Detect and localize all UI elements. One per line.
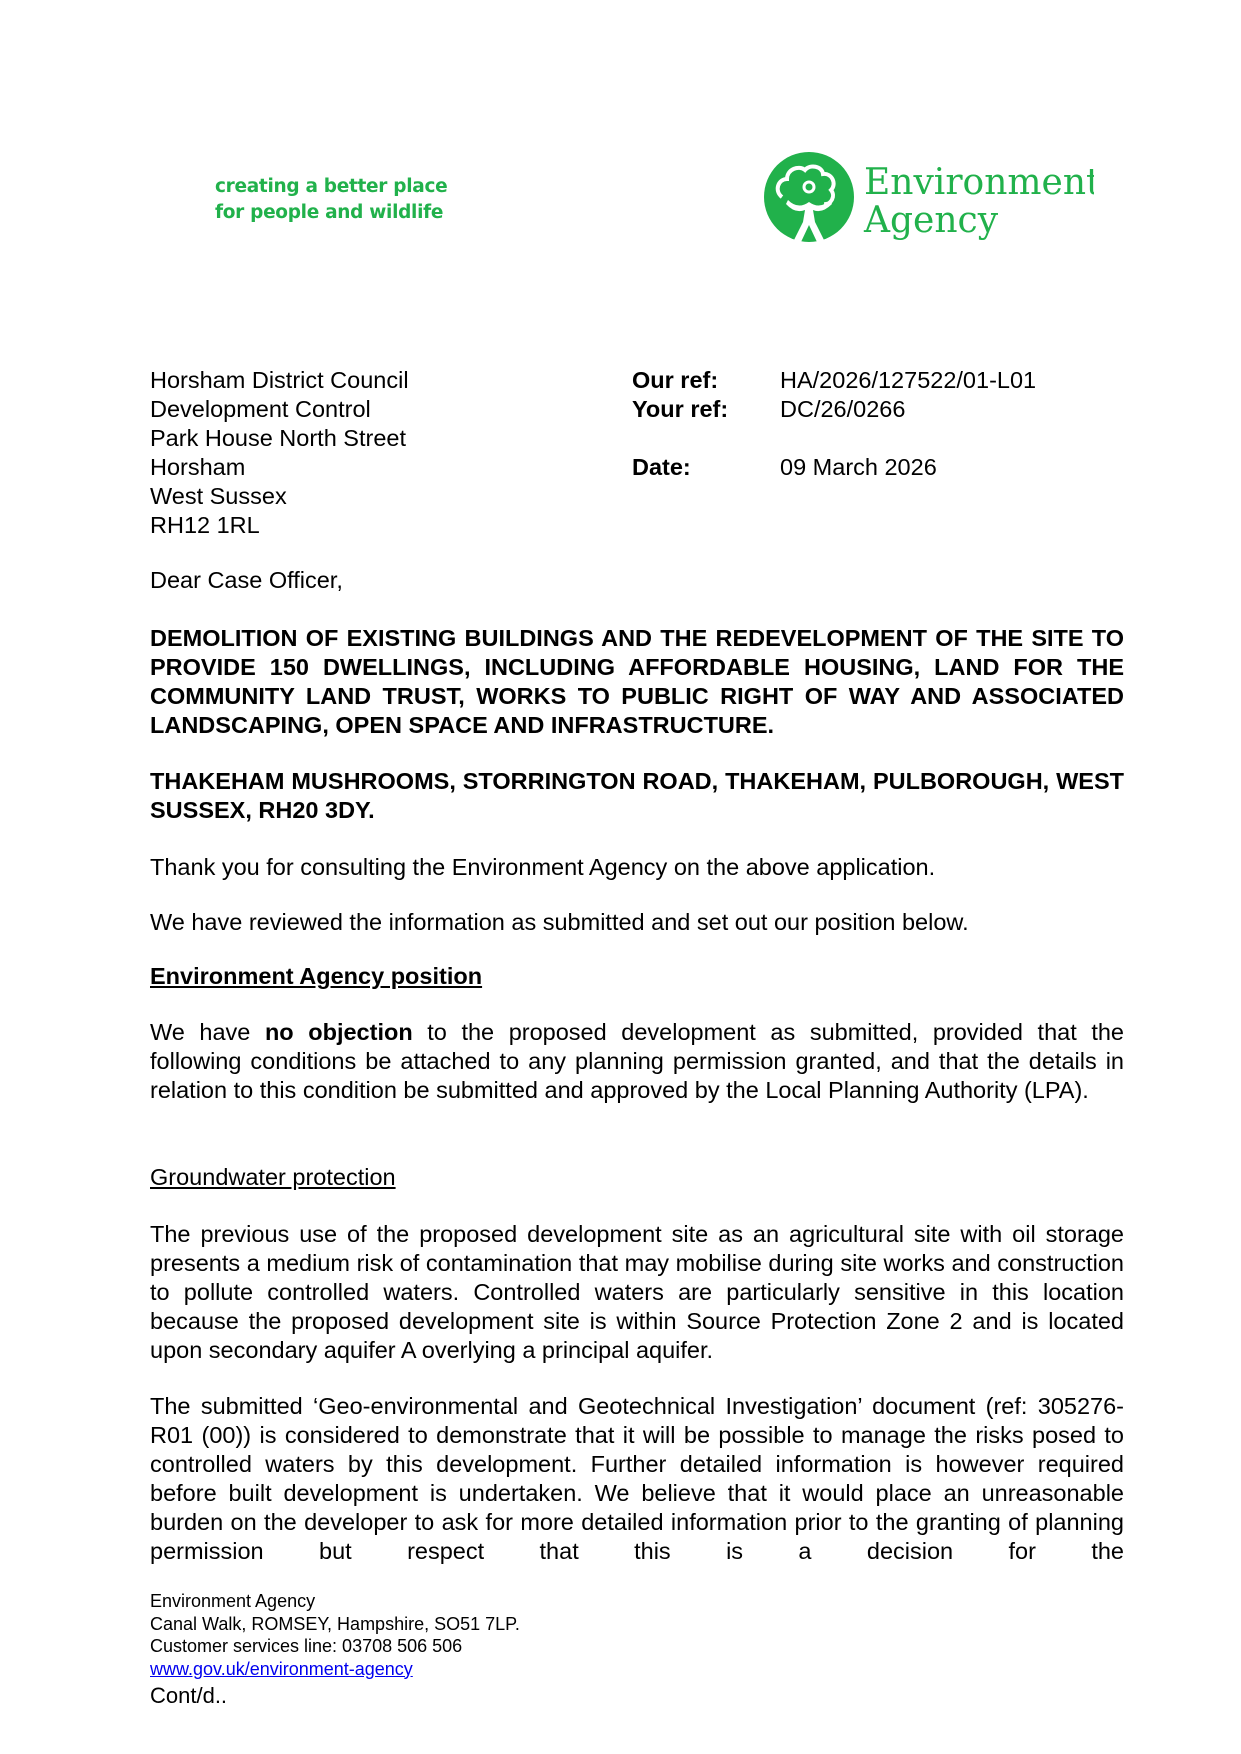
environment-agency-logo — [764, 152, 1094, 252]
address-line: West Sussex — [150, 483, 287, 509]
no-objection-text: no objection — [264, 1019, 413, 1045]
date-label: Date: — [632, 454, 691, 480]
footer — [150, 1590, 520, 1680]
position-heading: Environment Agency position — [150, 963, 483, 989]
groundwater-heading: Groundwater protection — [150, 1164, 396, 1190]
thanks-paragraph: Thank you for consulting the Environment Agency on the above application. — [150, 854, 936, 880]
date-value: 09 March 2026 — [780, 454, 937, 480]
tagline — [215, 174, 447, 226]
text: to the proposed development as submitted, provided that the following conditions be attached to any planning permission granted, and that the details in relation to this condition be submitted and approved by the Local Planning Authority (LPA). — [150, 1019, 1124, 1103]
svg-text:Agency: Agency — [864, 200, 999, 241]
recipient-address — [150, 366, 409, 540]
your-ref-value: DC/26/0266 — [780, 396, 906, 422]
website-link[interactable]: www.gov.uk/environment-agency — [150, 1658, 413, 1679]
reference-block — [632, 366, 1036, 482]
address-line: Development Control — [150, 396, 371, 422]
tagline-line: for people and wildlife — [215, 202, 444, 223]
continued-marker: Cont/d.. — [150, 1683, 228, 1708]
position-paragraph — [150, 1018, 1124, 1105]
text: We have — [150, 1019, 265, 1045]
reviewed-paragraph: We have reviewed the information as submitted and set out our position below. — [150, 909, 969, 935]
address-line: Horsham District Council — [150, 367, 409, 393]
previous-use-paragraph: The previous use of the proposed development site as an agricultural site with oil storage presents a medium risk of contamination that may mobilise during site works and construction to pollute controlled waters. Controlled waters are particularly sensitive in this location because the proposed development site is within Source Protection Zone 2 and is located upon secondary aquifer A overlying a principal aquifer. — [150, 1221, 1124, 1363]
our-ref-label: Our ref: — [632, 367, 719, 393]
our-ref-value: HA/2026/127522/01-L01 — [780, 367, 1037, 393]
address-line: RH12 1RL — [150, 512, 260, 538]
site-address-heading: THAKEHAM MUSHROOMS, STORRINGTON ROAD, THAKEHAM, PULBOROUGH, WEST SUSSEX, RH20 3DY. — [150, 768, 1124, 823]
salutation: Dear Case Officer, — [150, 567, 343, 593]
your-ref-label: Your ref: — [632, 396, 729, 422]
footer-address: Canal Walk, ROMSEY, Hampshire, SO51 7LP. — [150, 1613, 520, 1634]
submitted-document-paragraph: The submitted ‘Geo-environmental and Geotechnical Investigation’ document (ref: 305276-R01 (00)) is considered to demonstrate that it will be possible to manage the risks posed to controlled waters by this development. Further detailed information is however required before built development is undertaken. We believe that it would place an unreasonable burden on the developer to ask for more detailed information prior to the granting of planning permission but respect that this is a decision for the — [150, 1393, 1124, 1564]
footer-org: Environment Agency — [150, 1591, 316, 1611]
address-line: Horsham — [150, 454, 246, 480]
tree-person-icon — [764, 152, 1094, 247]
tagline-line: creating a better place — [215, 176, 448, 197]
address-line: Park House North Street — [150, 425, 406, 451]
proposal-heading: DEMOLITION OF EXISTING BUILDINGS AND THE REDEVELOPMENT OF THE SITE TO PROVIDE 150 DWELLINGS, INCLUDING AFFORDABLE HOUSING, LAND FOR THE COMMUNITY LAND TRUST, WORKS TO PUBLIC RIGHT OF WAY AND ASSOCIATED LANDSCAPING, OPEN SPACE AND INFRASTRUCTURE. — [150, 625, 1124, 738]
svg-text:Environment: Environment — [864, 162, 1094, 203]
footer-phone: Customer services line: 03708 506 506 — [150, 1636, 463, 1656]
